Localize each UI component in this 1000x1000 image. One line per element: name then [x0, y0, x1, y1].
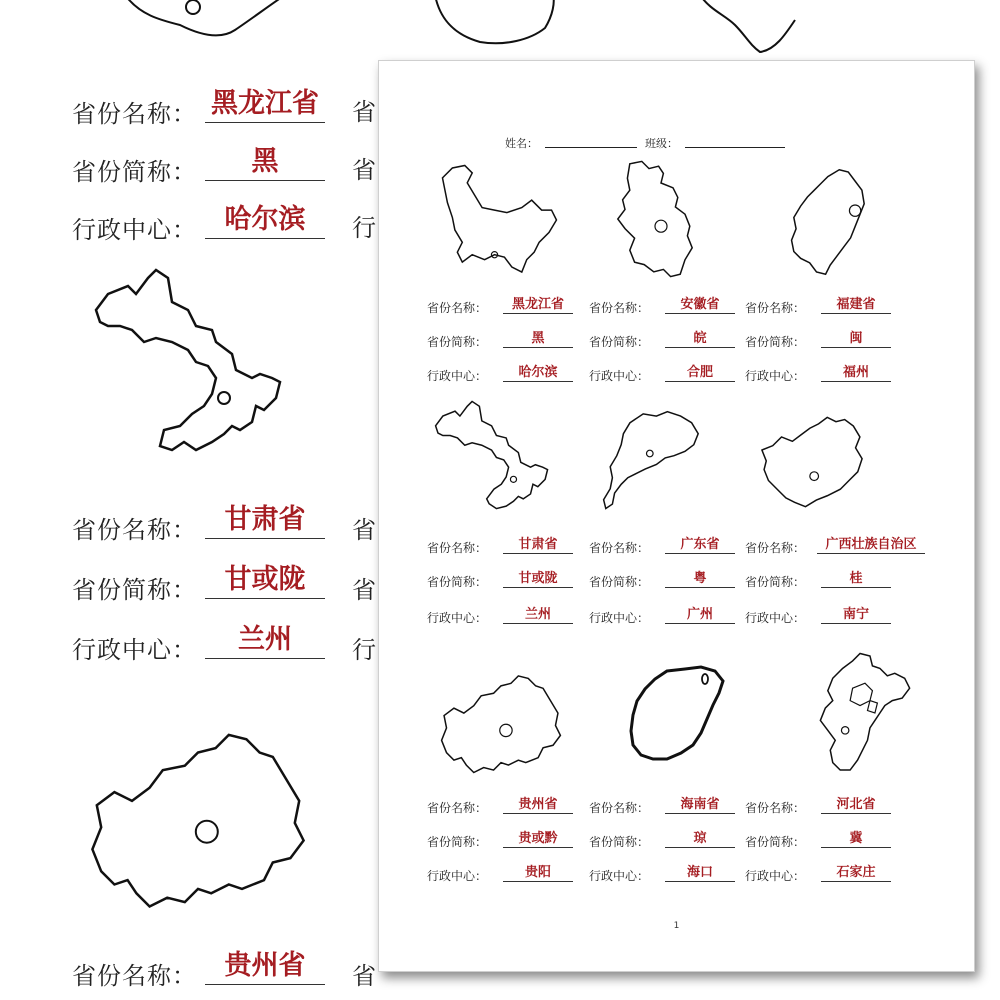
answer-field[interactable]: 广州 [665, 607, 735, 624]
answer-field[interactable]: 粤 [665, 571, 735, 588]
answer-field[interactable]: 海南省 [665, 797, 735, 814]
guizhou-map [439, 671, 563, 779]
answer-field[interactable]: 河北省 [821, 797, 891, 814]
field-capital: 行政中心： 福州 [745, 365, 895, 385]
anhui-map-partial [425, 0, 565, 54]
bg-answer: 黑龙江省 [205, 88, 325, 123]
answer-field[interactable]: 甘肃省 [503, 537, 573, 554]
gansu-map-large [82, 266, 302, 470]
field-abbr: 省份简称： 黑 [427, 331, 577, 351]
answer-field[interactable]: 贵州省 [503, 797, 573, 814]
hebei-map [815, 651, 915, 779]
field-abbr: 省份简称： 甘或陇 [427, 571, 577, 591]
field-abbr: 省份简称： 冀 [745, 831, 895, 851]
bg-answer: 甘或陇 [205, 564, 325, 599]
answer-field[interactable]: 琼 [665, 831, 735, 848]
field-abbr: 省份简称： 桂 [745, 571, 895, 591]
anhui-map [615, 159, 695, 283]
guangdong-map [597, 407, 707, 515]
bg-ghost-label: 行 [352, 636, 376, 664]
field-name: 省份名称： 安徽省 [589, 297, 739, 317]
bg-row-abbr: 省份简称： 甘或陇 [72, 564, 342, 604]
bg-answer: 哈尔滨 [205, 204, 325, 239]
answer-field[interactable]: 广东省 [665, 537, 735, 554]
bg-ghost-label: 省 [352, 516, 376, 544]
class-label: 班级： [645, 137, 678, 150]
field-name: 省份名称： 甘肃省 [427, 537, 577, 557]
answer-field[interactable]: 南宁 [821, 607, 891, 624]
answer-field[interactable]: 福建省 [821, 297, 891, 314]
field-capital: 行政中心： 石家庄 [745, 865, 895, 885]
field-abbr: 省份简称： 闽 [745, 331, 895, 351]
answer-field[interactable]: 黑龙江省 [503, 297, 573, 314]
worksheet-page [378, 60, 975, 972]
field-capital: 行政中心： 合肥 [589, 365, 739, 385]
answer-field[interactable]: 甘或陇 [503, 571, 573, 588]
answer-field[interactable]: 广西壮族自治区 [817, 537, 925, 554]
fujian-map [787, 165, 871, 283]
field-capital: 行政中心： 广州 [589, 607, 739, 627]
bg-answer: 兰州 [205, 624, 325, 659]
field-capital: 行政中心： 南宁 [745, 607, 895, 627]
gansu-map [433, 399, 555, 515]
name-field[interactable] [545, 147, 637, 148]
field-abbr: 省份简称： 贵或黔 [427, 831, 577, 851]
field-capital: 行政中心： 海口 [589, 865, 739, 885]
answer-field[interactable]: 黑 [503, 331, 573, 348]
bg-answer: 黑 [205, 146, 325, 181]
field-name: 省份名称： 黑龙江省 [427, 297, 577, 317]
answer-field[interactable]: 海口 [665, 865, 735, 882]
page-number: 1 [673, 921, 680, 931]
bg-ghost-label: 行 [352, 214, 376, 242]
answer-field[interactable]: 闽 [821, 331, 891, 348]
bg-row-abbr: 省份简称： 黑 [72, 146, 342, 186]
bg-ghost-label: 省 [352, 576, 376, 604]
guizhou-map-large [88, 726, 308, 915]
answer-field[interactable]: 安徽省 [665, 297, 735, 314]
answer-field[interactable]: 皖 [665, 331, 735, 348]
field-name: 省份名称： 贵州省 [427, 797, 577, 817]
answer-field[interactable]: 哈尔滨 [503, 365, 573, 382]
field-capital: 行政中心： 兰州 [427, 607, 577, 627]
bg-ghost-label: 省 [352, 156, 376, 184]
guangxi-map [757, 413, 867, 515]
field-abbr: 省份简称： 皖 [589, 331, 739, 351]
bg-answer: 甘肃省 [205, 504, 325, 539]
field-capital: 行政中心： 哈尔滨 [427, 365, 577, 385]
answer-field[interactable]: 石家庄 [821, 865, 891, 882]
field-name: 省份名称： 广东省 [589, 537, 739, 557]
field-name: 省份名称： 福建省 [745, 297, 895, 317]
bg-row-capital: 行政中心： 哈尔滨 [72, 204, 342, 244]
field-abbr: 省份简称： 粤 [589, 571, 739, 591]
bg-ghost-label: 省 [352, 98, 376, 126]
answer-field[interactable]: 贵或黔 [503, 831, 573, 848]
answer-field[interactable]: 冀 [821, 831, 891, 848]
field-name: 省份名称： 河北省 [745, 797, 895, 817]
answer-field[interactable]: 合肥 [665, 365, 735, 382]
field-capital: 行政中心： 贵阳 [427, 865, 577, 885]
bg-row-capital: 行政中心： 兰州 [72, 624, 342, 664]
field-name: 省份名称： 广西壮族自治区 [745, 537, 935, 557]
name-label: 姓名： [505, 137, 538, 150]
field-abbr: 省份简称： 琼 [589, 831, 739, 851]
field-name: 省份名称： 海南省 [589, 797, 739, 817]
hainan-map [627, 665, 727, 769]
fujian-map-partial [690, 0, 810, 64]
bg-row-name: 省份名称： 甘肃省 [72, 504, 342, 544]
bg-answer: 贵州省 [205, 950, 325, 985]
bg-row-name: 省份名称： 贵州省 [72, 950, 342, 990]
bg-row-name: 省份名称： 黑龙江省 [72, 88, 342, 128]
bg-ghost-label: 省 [352, 962, 376, 990]
class-field[interactable] [685, 147, 785, 148]
heilongjiang-map [435, 163, 559, 281]
answer-field[interactable]: 福州 [821, 365, 891, 382]
answer-field[interactable]: 贵阳 [503, 865, 573, 882]
answer-field[interactable]: 桂 [821, 571, 891, 588]
heilongjiang-map-partial [120, 0, 300, 54]
answer-field[interactable]: 兰州 [503, 607, 573, 624]
